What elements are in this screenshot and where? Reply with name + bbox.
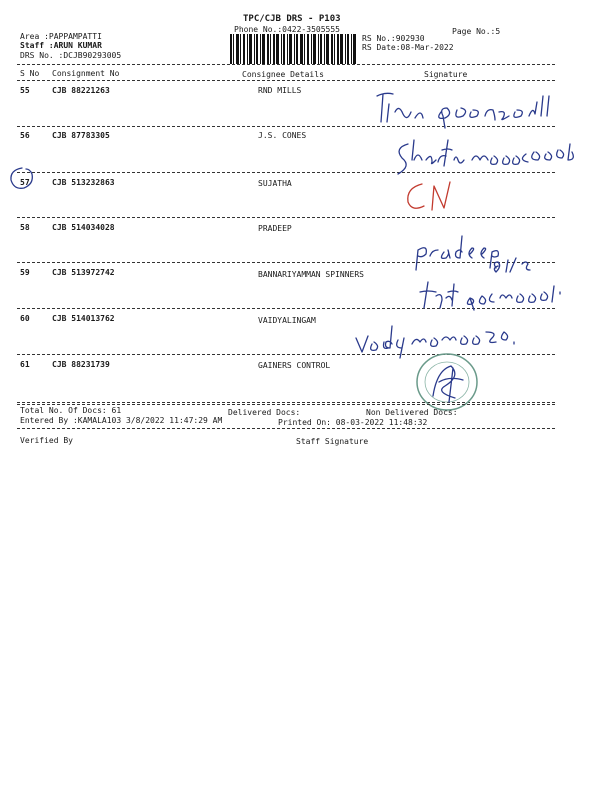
verified-by: Verified By: [20, 436, 73, 445]
row-consignment-no: CJB 513972742: [52, 268, 115, 277]
non-delivered-docs: Non Delivered Docs:: [366, 408, 458, 417]
row-consignee: PRADEEP: [258, 224, 292, 233]
footer-divider-bottom: [17, 428, 555, 429]
rs-date: RS Date:08-Mar-2022: [362, 43, 454, 52]
phone-number: Phone No.:0422-3505555: [234, 25, 340, 34]
column-header-consignment: Consignment No: [52, 69, 120, 78]
rs-number: RS No.:902930: [362, 34, 425, 43]
circle-mark-row-57: [8, 166, 38, 192]
row-sno: 57: [20, 178, 30, 187]
signature-row-58: [410, 228, 570, 276]
row-consignee: BANNARIYAMMAN SPINNERS: [258, 270, 364, 279]
row-consignee: GAINERS CONTROL: [258, 361, 331, 370]
row-consignee: RND MILLS: [258, 86, 302, 95]
area-label: Area :PAPPAMPATTI: [20, 32, 102, 41]
row-consignment-no: CJB 88221263: [52, 86, 110, 95]
delivered-docs: Delivered Docs:: [228, 408, 301, 417]
header-divider-bottom: [17, 80, 555, 81]
column-header-sno: S No: [20, 69, 40, 78]
header-divider-top: [17, 64, 555, 65]
row-sno: 56: [20, 131, 30, 140]
document-title: TPC/CJB DRS - P103: [243, 14, 341, 24]
barcode: [230, 34, 356, 64]
cn-mark-row-57: [400, 176, 470, 216]
company-stamp: [405, 346, 495, 416]
row-sno: 55: [20, 86, 30, 95]
signature-row-59: [418, 276, 588, 316]
page-number: Page No.:5: [452, 27, 501, 36]
row-consignment-no: CJB 514034028: [52, 223, 115, 232]
staff-signature: Staff Signature: [296, 437, 369, 446]
drs-number: DRS No. :DCJB90293005: [20, 51, 122, 60]
row-sno: 60: [20, 314, 30, 323]
row-consignment-no: CJB 87783305: [52, 131, 110, 140]
printed-on: Printed On: 08-03-2022 11:48:32: [278, 418, 428, 427]
staff-label: Staff :ARUN KUMAR: [20, 41, 102, 50]
row-consignee: VAIDYALINGAM: [258, 316, 316, 325]
row-consignment-no: CJB 88231739: [52, 360, 110, 369]
row-consignment-no: CJB 513232863: [52, 178, 115, 187]
row-sno: 59: [20, 268, 30, 277]
row-sno: 61: [20, 360, 30, 369]
row-divider: [17, 217, 555, 218]
row-sno: 58: [20, 223, 30, 232]
entered-by: Entered By :KAMALA103 3/8/2022 11:47:29 AM: [20, 416, 223, 425]
row-consignee: J.S. CONES: [258, 131, 307, 140]
column-header-signature: Signature: [424, 70, 468, 79]
row-consignment-no: CJB 514013762: [52, 314, 115, 323]
signature-row-55: [375, 82, 575, 132]
column-header-consignee: Consignee Details: [242, 70, 324, 79]
total-docs: Total No. Of Docs: 61: [20, 406, 122, 415]
row-consignee: SUJATHA: [258, 179, 292, 188]
footer-divider-top: [17, 404, 555, 405]
